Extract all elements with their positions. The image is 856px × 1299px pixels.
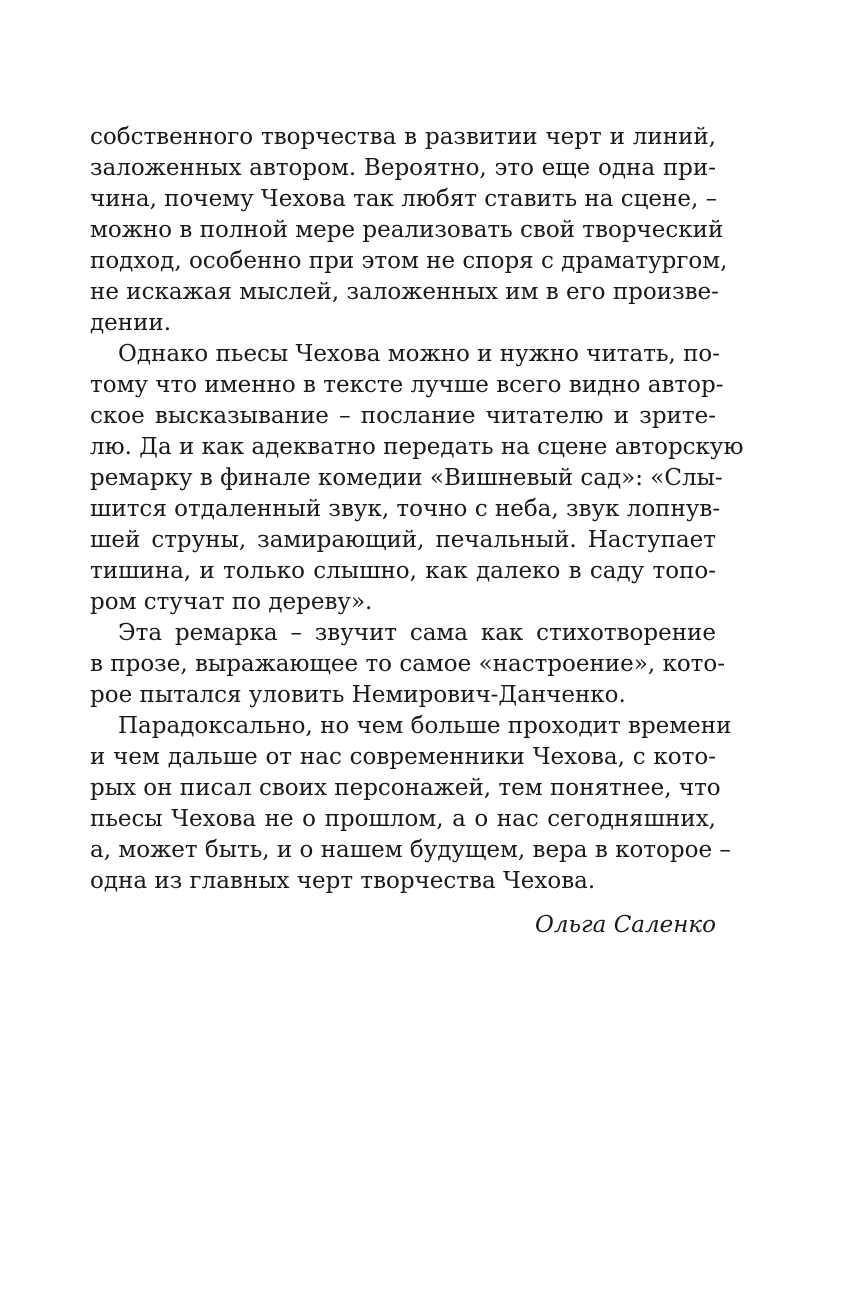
paragraph-4 <box>90 711 732 897</box>
text-line: тишина, и только слышно, как далеко в саду топо- <box>90 558 716 584</box>
text-line: можно в полной мере реализовать свой творческий <box>90 217 724 243</box>
text-line: одна из главных черт творчества Чехова. <box>90 868 596 894</box>
text-line: Парадоксально, но чем больше проходит времени <box>118 713 732 739</box>
text-line: рых он писал своих персонажей, тем понятнее, что <box>90 775 721 801</box>
text-line: не искажая мыслей, заложенных им в его произве- <box>90 279 719 305</box>
text-line: Эта ремарка – звучит сама как стихотворение <box>118 620 716 646</box>
text-line: Однако пьесы Чехова можно и нужно читать, по- <box>118 341 721 367</box>
text-line: дении. <box>90 310 172 336</box>
text-line: собственного творчества в развитии черт и линий, <box>90 124 716 150</box>
text-line: ремарку в финале комедии «Вишневый сад»: «Слы- <box>90 465 723 491</box>
text-line: чина, почему Чехова так любят ставить на сцене, – <box>90 186 718 212</box>
paragraph-2 <box>90 339 744 618</box>
text-line: шится отдаленный звук, точно с неба, звук лопнув- <box>90 496 721 522</box>
text-line: лю. Да и как адекватно передать на сцене авторскую <box>90 434 744 460</box>
text-line: в прозе, выражающее то самое «настроение», кото- <box>90 651 726 677</box>
text-line: рое пытался уловить Немирович-Данченко. <box>90 682 626 708</box>
text-line: ское высказывание – послание читателю и зрите- <box>90 403 716 429</box>
text-line: пьесы Чехова не о прошлом, а о нас сегодняшних, <box>90 806 716 832</box>
text-line: тому что именно в тексте лучше всего видно автор- <box>90 372 724 398</box>
paragraph-1 <box>90 122 728 339</box>
text-line: заложенных автором. Вероятно, это еще одна при- <box>90 155 716 181</box>
text-line: подход, особенно при этом не споря с драматургом, <box>90 248 728 274</box>
text-line: шей струны, замирающий, печальный. Наступает <box>90 527 716 553</box>
text-line: ром стучат по дереву». <box>90 589 373 615</box>
text-line: а, может быть, и о нашем будущем, вера в которое – <box>90 837 731 863</box>
text-line: и чем дальше от нас современники Чехова, с кото- <box>90 744 716 770</box>
paragraph-3 <box>90 618 726 711</box>
page-text <box>90 122 744 941</box>
author-signature: Ольга Саленко <box>535 912 716 938</box>
